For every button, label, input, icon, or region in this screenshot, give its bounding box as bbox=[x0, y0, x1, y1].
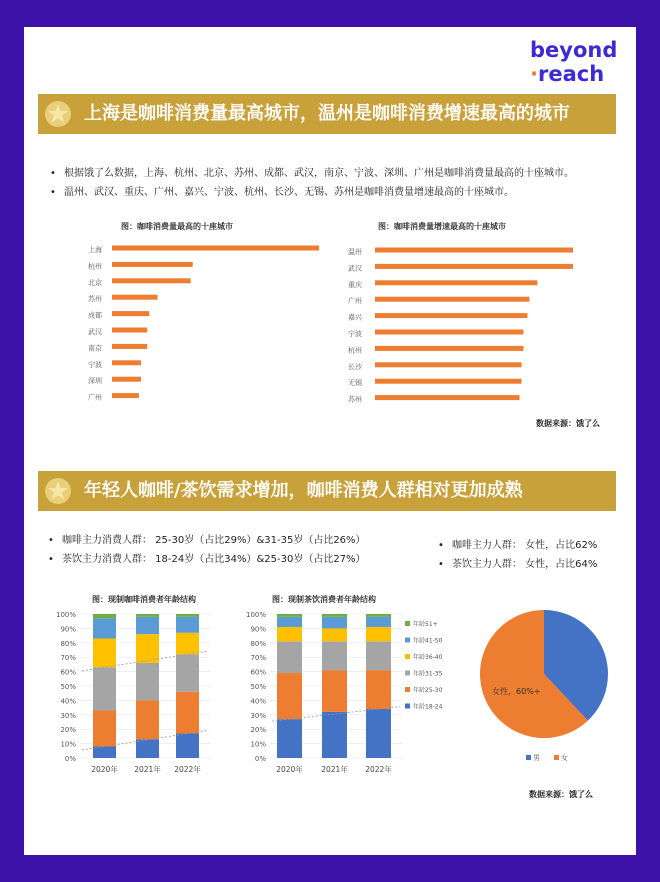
chart-3-title: 图：现制咖啡消费者年龄结构 bbox=[92, 595, 196, 604]
stacked-bar-segment bbox=[277, 627, 302, 641]
bar bbox=[375, 280, 537, 285]
y-tick-label: 60% bbox=[250, 668, 266, 677]
x-tick-label: 2021年 bbox=[321, 765, 348, 774]
legend-swatch bbox=[405, 687, 410, 692]
x-tick-label: 2021年 bbox=[134, 765, 161, 774]
stacked-bar-segment bbox=[366, 617, 391, 627]
legend-swatch bbox=[526, 755, 531, 760]
bar bbox=[375, 379, 522, 384]
star-icon bbox=[44, 100, 72, 128]
bar bbox=[375, 346, 524, 351]
stacked-bar-segment bbox=[176, 692, 199, 734]
bar bbox=[112, 295, 158, 300]
y-tick-label: 20% bbox=[60, 726, 76, 735]
section-2-title: 年轻人咖啡/茶饮需求增加，咖啡消费人群相对更加成熟 bbox=[84, 480, 523, 501]
chart-top-cities-growth bbox=[340, 240, 590, 408]
y-tick-label: 40% bbox=[60, 697, 76, 706]
logo-line-2: ·reach bbox=[530, 62, 605, 86]
chart-4-title: 图：现制茶饮消费者年龄结构 bbox=[272, 595, 376, 604]
y-tick-label: 90% bbox=[250, 625, 266, 634]
stacked-bar-segment bbox=[366, 614, 391, 617]
legend-label: 年龄25-30 bbox=[413, 687, 443, 694]
y-tick-label: 20% bbox=[250, 726, 266, 735]
y-tick-label: 30% bbox=[60, 711, 76, 720]
legend-swatch bbox=[405, 671, 410, 676]
y-tick-label: 70% bbox=[60, 654, 76, 663]
x-tick-label: 2020年 bbox=[91, 765, 118, 774]
stacked-bar-segment bbox=[93, 618, 116, 638]
bar bbox=[112, 360, 141, 365]
y-tick-label: 100% bbox=[245, 611, 266, 619]
stacked-bar-segment bbox=[176, 614, 199, 617]
chart-top-cities-volume bbox=[80, 238, 330, 406]
stacked-bar-segment bbox=[176, 617, 199, 633]
bar bbox=[112, 262, 193, 267]
category-label: 武汉 bbox=[348, 264, 362, 273]
legend-swatch bbox=[405, 621, 410, 626]
logo-line-1: beyond bbox=[530, 38, 618, 62]
bar bbox=[375, 362, 522, 367]
stacked-bar-segment bbox=[322, 670, 347, 712]
stacked-bar-segment bbox=[136, 614, 159, 617]
y-tick-label: 50% bbox=[60, 683, 76, 691]
y-tick-label: 0% bbox=[254, 755, 266, 763]
bar bbox=[112, 328, 147, 333]
legend-label: 年龄18-24 bbox=[413, 703, 443, 711]
chart-coffee-age-structure bbox=[50, 606, 220, 782]
legend-label: 年龄51+ bbox=[413, 621, 438, 628]
bar bbox=[112, 377, 141, 382]
stacked-bar-segment bbox=[277, 719, 302, 758]
chart-coffee-gender-pie bbox=[470, 600, 620, 772]
stacked-bar-segment bbox=[176, 633, 199, 655]
stacked-bar-segment bbox=[176, 654, 199, 691]
category-label: 杭州 bbox=[348, 346, 362, 355]
legend-label: 男 bbox=[533, 754, 540, 762]
stacked-bar-segment bbox=[136, 700, 159, 739]
section-2-bullet: • 茶饮主力人群： 女性，占比64% bbox=[452, 558, 597, 572]
stacked-bar-segment bbox=[176, 734, 199, 758]
stacked-bar-segment bbox=[136, 617, 159, 634]
stacked-bar-segment bbox=[322, 617, 347, 629]
stacked-bar-segment bbox=[277, 617, 302, 627]
stacked-bar-segment bbox=[366, 709, 391, 758]
section-2-source: 数据来源：饿了么 bbox=[529, 790, 593, 799]
bar bbox=[112, 393, 139, 398]
section-2-bullet: • 咖啡主力消费人群： 25-30岁（占比29%）&31-35岁（占比26%） bbox=[62, 534, 366, 548]
bar bbox=[112, 344, 147, 349]
stacked-bar-segment bbox=[136, 634, 159, 663]
stacked-bar-segment bbox=[136, 739, 159, 758]
legend-swatch bbox=[554, 755, 559, 760]
section-1-banner bbox=[38, 94, 616, 134]
bar bbox=[375, 330, 524, 335]
bar bbox=[375, 313, 527, 318]
bar bbox=[112, 311, 149, 316]
chart-2-title: 图：咖啡消费量增速最高的十座城市 bbox=[378, 222, 506, 231]
category-label: 广州 bbox=[88, 393, 102, 402]
y-tick-label: 50% bbox=[250, 683, 266, 691]
category-label: 温州 bbox=[348, 248, 362, 256]
category-label: 北京 bbox=[88, 278, 102, 287]
y-tick-label: 10% bbox=[250, 740, 266, 749]
beyond-reach-logo bbox=[530, 38, 630, 86]
category-label: 武汉 bbox=[88, 328, 102, 336]
legend-label: 年龄31-35 bbox=[413, 670, 443, 678]
x-tick-label: 2022年 bbox=[174, 765, 201, 774]
category-label: 宁波 bbox=[88, 360, 102, 369]
category-label: 广州 bbox=[348, 297, 362, 306]
stacked-bar-segment bbox=[322, 614, 347, 617]
stacked-bar-segment bbox=[277, 673, 302, 719]
stacked-bar-segment bbox=[93, 614, 116, 618]
section-2-banner bbox=[38, 471, 616, 511]
stacked-bar-segment bbox=[277, 614, 302, 617]
legend-label: 年龄41-50 bbox=[413, 637, 443, 645]
y-tick-label: 10% bbox=[60, 740, 76, 749]
y-tick-label: 90% bbox=[60, 625, 76, 634]
legend-label: 女 bbox=[561, 754, 568, 762]
bar bbox=[375, 264, 573, 269]
category-label: 杭州 bbox=[88, 262, 102, 271]
category-label: 苏州 bbox=[88, 295, 102, 304]
x-tick-label: 2020年 bbox=[276, 765, 303, 774]
section-2-bullet: • 咖啡主力人群： 女性，占比62% bbox=[452, 539, 597, 553]
legend-swatch bbox=[405, 654, 410, 659]
category-label: 南京 bbox=[88, 344, 102, 353]
x-tick-label: 2022年 bbox=[365, 765, 392, 774]
bar bbox=[375, 297, 529, 302]
stacked-bar-segment bbox=[277, 641, 302, 673]
section-2-bullet: • 茶饮主力消费人群： 18-24岁（占比34%）&25-30岁（占比27%） bbox=[62, 553, 366, 567]
section-1-title: 上海是咖啡消费量最高城市，温州是咖啡消费增速最高的城市 bbox=[84, 103, 570, 124]
stacked-bar-segment bbox=[93, 710, 116, 746]
bar bbox=[112, 246, 319, 251]
y-tick-label: 100% bbox=[55, 611, 76, 619]
legend-swatch bbox=[405, 638, 410, 643]
category-label: 无锡 bbox=[348, 379, 362, 388]
stacked-bar-segment bbox=[136, 663, 159, 700]
pie-annotation: 女性，60%+ bbox=[492, 687, 541, 696]
chart-1-title: 图：咖啡消费量最高的十座城市 bbox=[121, 222, 233, 231]
category-label: 深圳 bbox=[88, 377, 102, 386]
section-1-bullet: • 根据饿了么数据，上海、杭州、北京、苏州、成都、武汉，南京、宁波、深圳、广州是咖啡消费量最高的十座城市。 bbox=[64, 167, 574, 181]
star-icon bbox=[44, 477, 72, 505]
y-tick-label: 0% bbox=[64, 755, 76, 763]
bar bbox=[375, 395, 520, 400]
legend-swatch bbox=[405, 704, 410, 709]
legend-label: 年龄36-40 bbox=[413, 654, 443, 661]
stacked-bar-segment bbox=[93, 667, 116, 710]
stacked-bar-segment bbox=[366, 670, 391, 709]
category-label: 上海 bbox=[88, 246, 102, 254]
category-label: 成都 bbox=[88, 311, 102, 320]
stacked-bar-segment bbox=[93, 746, 116, 758]
y-tick-label: 80% bbox=[60, 639, 76, 648]
y-tick-label: 80% bbox=[250, 639, 266, 648]
bar bbox=[375, 248, 573, 253]
category-label: 苏州 bbox=[348, 395, 362, 404]
stacked-bar-segment bbox=[322, 712, 347, 758]
bar bbox=[112, 278, 191, 283]
section-1-bullet: • 温州、武汉、重庆、广州、嘉兴、宁波、杭州、长沙、无锡、苏州是咖啡消费量增速最高的十座城市。 bbox=[64, 186, 514, 200]
chart-tea-age-structure bbox=[232, 606, 454, 782]
y-tick-label: 40% bbox=[250, 697, 266, 706]
stacked-bar-segment bbox=[366, 627, 391, 641]
stacked-bar-segment bbox=[322, 628, 347, 641]
stacked-bar-segment bbox=[322, 641, 347, 670]
category-label: 重庆 bbox=[348, 280, 362, 289]
y-tick-label: 70% bbox=[250, 654, 266, 663]
category-label: 长沙 bbox=[348, 362, 362, 371]
category-label: 宁波 bbox=[348, 330, 362, 338]
y-tick-label: 60% bbox=[60, 668, 76, 677]
category-label: 嘉兴 bbox=[348, 313, 362, 322]
stacked-bar-segment bbox=[366, 641, 391, 670]
y-tick-label: 30% bbox=[250, 711, 266, 720]
section-1-source: 数据来源：饿了么 bbox=[536, 419, 600, 428]
stacked-bar-segment bbox=[93, 638, 116, 667]
